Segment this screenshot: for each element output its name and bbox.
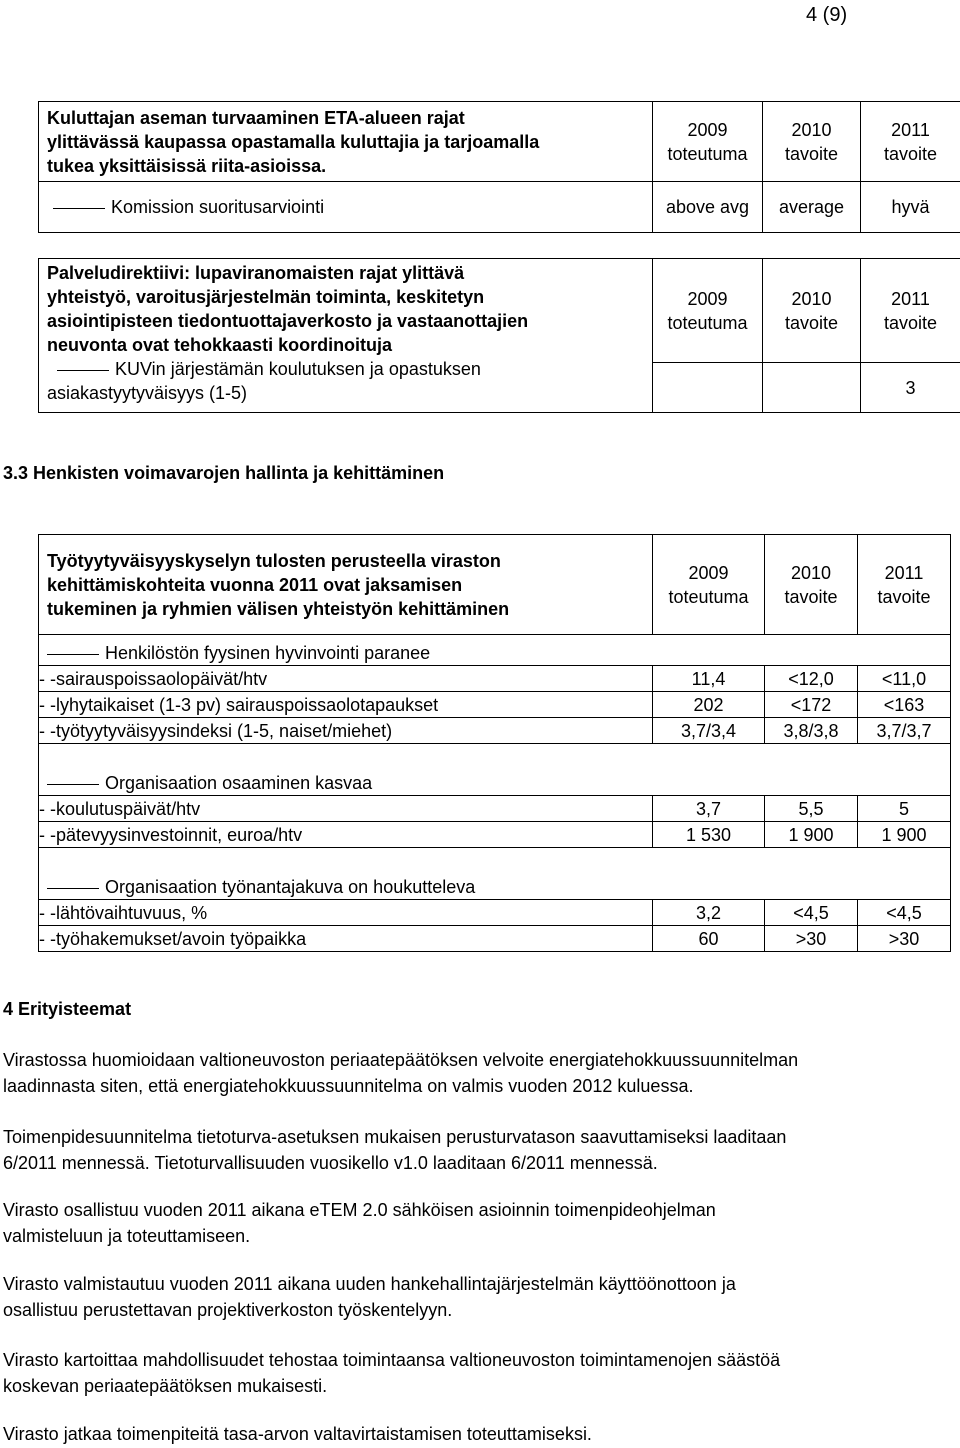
table-row: - -työhakemukset/avoin työpaikka 60 >30 >30	[39, 926, 951, 952]
table-row: - -sairauspoissaolopäivät/htv 11,4 <12,0 <11,0	[39, 666, 951, 692]
value-2009	[653, 363, 763, 413]
goal-title: Kuluttajan aseman turvaaminen ETA-alueen rajat ylittävässä kaupassa opastamalla kuluttajia ja tarjoamalla tukea yksittäisissä riita-asioissa.	[39, 102, 653, 182]
paragraph: Virasto valmistautuu vuoden 2011 aikana uuden hankehallintajärjestelmän käyttöönottoon ja osallistuu perustettavan projektiverkoston työskentelyyn.	[3, 1274, 736, 1320]
group-heading: Henkilöstön fyysinen hyvinvointi paranee	[39, 635, 951, 666]
page-number: 4 (9)	[806, 4, 848, 26]
goal-table-1	[38, 101, 960, 233]
table-row: - -työtyytyväisyysindeksi (1-5, naiset/miehet) 3,7/3,4 3,8/3,8 3,7/3,7	[39, 718, 951, 744]
dash-marker	[47, 888, 99, 889]
group-heading: Organisaation työnantajakuva on houkutteleva	[39, 848, 951, 900]
col-header-2011: 2011 tavoite	[861, 102, 960, 182]
dash-marker	[53, 208, 105, 209]
col-header-2011: 2011 tavoite	[861, 259, 960, 363]
group-heading: Organisaation osaaminen kasvaa	[39, 744, 951, 796]
value-2011: 3	[861, 363, 960, 413]
value-2010	[763, 363, 861, 413]
table-row: - -lähtövaihtuvuus, % 3,2 <4,5 <4,5	[39, 900, 951, 926]
section-heading: 4 Erityisteemat	[3, 999, 132, 1019]
section-heading: 3.3 Henkisten voimavarojen hallinta ja kehittäminen	[3, 463, 445, 483]
dash-marker	[47, 654, 99, 655]
table-row: - -pätevyysinvestoinnit, euroa/htv 1 530 1 900 1 900	[39, 822, 951, 848]
col-header-2009: 2009 toteutuma	[653, 535, 765, 635]
value-2011: hyvä	[861, 182, 960, 233]
paragraph: Virasto kartoittaa mahdollisuudet tehostaa toimintaansa valtioneuvoston toimintamenojen säästöä koskevan periaatepäätöksen mukaisesti.	[3, 1350, 781, 1396]
col-header-2009: 2009 toteutuma	[653, 259, 763, 363]
goal-table-3	[38, 534, 951, 952]
goal-title: Palveludirektiivi: lupaviranomaisten rajat ylittävä yhteistyö, varoitusjärjestelmän toiminta, keskitetyn asiointipisteen tiedontuottajaverkosto ja vastaanottajien neuvonta ovat tehokkaasti koordinoituja KUVin järjestämän koulutuksen ja opastuksen asiakastyytyväisyys (1-5)	[39, 259, 653, 413]
indicator: KUVin järjestämän koulutuksen ja opastuksen	[47, 357, 652, 381]
indicator-row: Komission suoritusarviointi	[39, 182, 653, 233]
col-header-2009: 2009 toteutuma	[653, 102, 763, 182]
goal-title: Työtyytyväisyyskyselyn tulosten perusteella viraston kehittämiskohteita vuonna 2011 ovat jaksamisen tukeminen ja ryhmien välisen yhteistyön kehittäminen	[39, 535, 653, 635]
paragraph: Virasto osallistuu vuoden 2011 aikana eTEM 2.0 sähköisen asioinnin toimenpideohjelman valmisteluun ja toteuttamiseen.	[3, 1200, 716, 1246]
col-header-2010: 2010 tavoite	[763, 102, 861, 182]
table-row: - -lyhytaikaiset (1-3 pv) sairauspoissaolotapaukset 202 <172 <163	[39, 692, 951, 718]
col-header-2010: 2010 tavoite	[763, 259, 861, 363]
table-row: - -koulutuspäivät/htv 3,7 5,5 5	[39, 796, 951, 822]
value-2010: average	[763, 182, 861, 233]
paragraph: Toimenpidesuunnitelma tietoturva-asetuksen mukaisen perusturvatason saavuttamiseksi laaditaan 6/2011 mennessä. Tietoturvallisuuden vuosikello v1.0 laaditaan 6/2011 mennessä.	[3, 1127, 787, 1173]
paragraph: Virastossa huomioidaan valtioneuvoston periaatepäätöksen velvoite energiatehokkuussuunnitelman laadinnasta siten, että energiatehokkuussuunnitelma on valmis vuoden 2012 kuluessa.	[3, 1050, 799, 1096]
paragraph: Virasto jatkaa toimenpiteitä tasa-arvon valtavirtaistamisen toteuttamiseksi.	[3, 1424, 592, 1444]
goal-table-2	[38, 258, 960, 413]
dash-marker	[47, 784, 99, 785]
dash-marker	[57, 370, 109, 371]
value-2009: above avg	[653, 182, 763, 233]
col-header-2010: 2010 tavoite	[765, 535, 858, 635]
col-header-2011: 2011 tavoite	[858, 535, 951, 635]
